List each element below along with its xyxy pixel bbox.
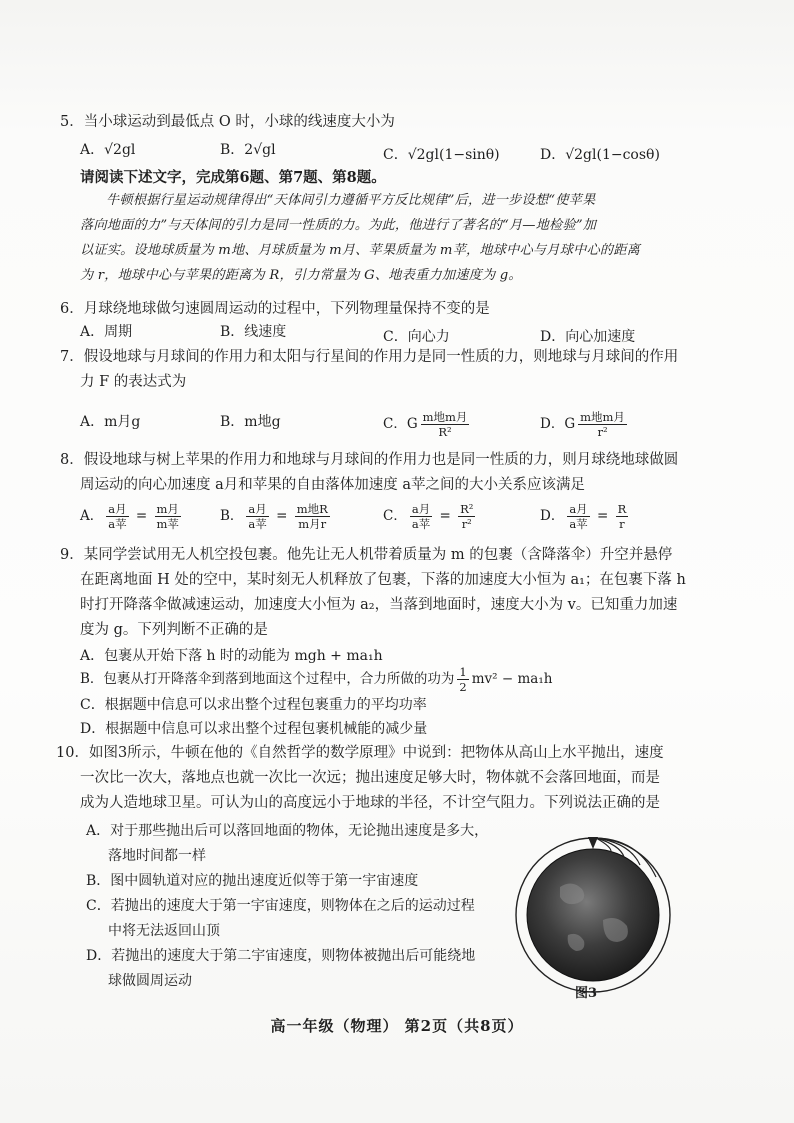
- passage-line-2: 落向地面的力”与天体间的引力是同一性质的力。为此，他进行了著名的“月—地检验”加: [80, 218, 597, 233]
- q8-stem-line-2: 周运动的向心加速度 a月和苹果的自由落体加速度 a苹之间的大小关系应该满足: [80, 477, 586, 493]
- q7-c-fraction: $\frac{\text{m地m月}}{\text{R²}}$: [422, 410, 468, 439]
- q7-option-c: C．G $\frac{\text{m地m月}}{\text{R²}}$: [383, 410, 468, 439]
- q6-option-c: C．向心力: [383, 329, 450, 345]
- q7-option-d: D．G $\frac{\text{m地m月}}{\text{r²}}$: [540, 410, 625, 439]
- q5-stem: 5．当小球运动到最低点 O 时，小球的线速度大小为: [60, 114, 395, 130]
- earth-orbit-figure: [508, 825, 678, 995]
- page-footer: 高一年级（物理） 第2页（共8页）: [270, 1017, 524, 1035]
- q9-option-a: A．包裹从开始下落 h 时的动能为 mgh + ma₁h: [80, 648, 383, 664]
- q6-option-a: A．周期: [80, 324, 133, 340]
- q7-stem-line-2: 力 F 的表达式为: [80, 374, 187, 390]
- q8-stem-line-1: 8．假设地球与树上苹果的作用力和地球与月球间的作用力也是同一性质的力，则月球绕地球做圆: [60, 452, 679, 468]
- reading-instruction: 请阅读下述文字，完成第6题、第7题、第8题。: [80, 169, 386, 186]
- q6-stem: 6．月球绕地球做匀速圆周运动的过程中，下列物理量保持不变的是: [60, 301, 490, 317]
- q10-option-c-line-2: 中将无法返回山顶: [108, 923, 220, 939]
- q10-option-b: B．图中圆轨道对应的抛出速度近似等于第一宇宙速度: [86, 873, 419, 889]
- q10-option-c-line-1: C．若抛出的速度大于第一宇宙速度，则物体在之后的运动过程: [86, 898, 475, 914]
- q9-b-half-fraction: $\frac{1}{2}$: [459, 665, 467, 694]
- q9-option-d: D．根据题中信息可以求出整个过程包裹机械能的减少量: [80, 721, 428, 737]
- q8-option-b: B． $\frac{\text{a月}}{\text{a苹}}$ = $\frac{\text{m地R}}{\text{m月r}}$: [220, 502, 328, 531]
- passage-line-4: 为 r，地球中心与苹果的距离为 R，引力常量为 G、地表重力加速度为 g。: [80, 268, 522, 283]
- q10-stem-line-1: 10．如图3所示，牛顿在他的《自然哲学的数学原理》中说到：把物体从高山上水平抛出，速度: [56, 745, 664, 761]
- q10-stem-line-3: 成为人造地球卫星。可认为山的高度远小于地球的半径，不计空气阻力。下列说法正确的是: [80, 795, 660, 811]
- q10-option-a-line-1: A．对于那些抛出后可以落回地面的物体，无论抛出速度是多大，: [86, 823, 489, 839]
- figure-caption: 图3: [575, 986, 598, 1001]
- q5-option-b: B．2√gl: [220, 142, 276, 158]
- q9-stem-line-2: 在距离地面 H 处的空中，某时刻无人机释放了包裹，下落的加速度大小恒为 a₁；在包裹下落 h: [80, 572, 686, 588]
- q8-option-c: C． $\frac{\text{a月}}{\text{a苹}}$ = $\frac{\text{R²}}{\text{r²}}$: [383, 502, 474, 531]
- earth-globe: [527, 849, 659, 981]
- q7-option-a: A．m月g: [80, 414, 141, 430]
- q9-stem-line-1: 9．某同学尝试用无人机空投包裹。他先让无人机带着质量为 m 的包裹（含降落伞）升空并悬停: [60, 547, 673, 563]
- q9-option-b: B．包裹从打开降落伞到落到地面这个过程中，合力所做的功为 $\frac{1}{2}$ mv² − ma₁h: [80, 665, 553, 694]
- q5-option-a: A．√2gl: [80, 142, 136, 158]
- q5-option-c: C．√2gl(1−sinθ): [383, 147, 500, 163]
- q9-stem-line-4: 度为 g。下列判断不正确的是: [80, 622, 268, 638]
- q6-option-d: D．向心加速度: [540, 329, 636, 345]
- q7-stem-line-1: 7．假设地球与月球间的作用力和太阳与行星间的作用力是同一性质的力，则地球与月球间的作用: [60, 349, 679, 365]
- q6-option-b: B．线速度: [220, 324, 287, 340]
- q10-option-a-line-2: 落地时间都一样: [108, 848, 206, 864]
- q10-stem-line-2: 一次比一次大，落地点也就一次比一次远；抛出速度足够大时，物体就不会落回地面，而是: [80, 770, 660, 786]
- q9-option-c: C．根据题中信息可以求出整个过程包裹重力的平均功率: [80, 697, 427, 713]
- q5-option-d: D．√2gl(1−cosθ): [540, 147, 660, 163]
- q8-option-d: D． $\frac{\text{a月}}{\text{a苹}}$ = $\frac{R}{r}$: [540, 502, 627, 531]
- q10-option-d-line-2: 球做圆周运动: [108, 973, 192, 989]
- q10-option-d-line-1: D．若抛出的速度大于第二宇宙速度，则物体被抛出后可能绕地: [86, 948, 476, 964]
- q8-option-a: A． $\frac{\text{a月}}{\text{a苹}}$ = $\frac{\text{m月}}{\text{m苹}}$: [80, 502, 179, 531]
- q7-d-fraction: $\frac{\text{m地m月}}{\text{r²}}$: [580, 410, 625, 439]
- passage-line-3: 以证实。设地球质量为 m地、月球质量为 m月、苹果质量为 m苹，地球中心与月球中心的距离: [80, 243, 641, 258]
- q9-stem-line-3: 时打开降落伞做减速运动，加速度大小恒为 a₂，当落到地面时，速度大小为 v。已知重力加速: [80, 597, 678, 613]
- q7-option-b: B．m地g: [220, 414, 281, 430]
- passage-line-1: 牛顿根据行星运动规律得出“天体间引力遵循平方反比规律”后，进一步设想“使苹果: [106, 193, 596, 208]
